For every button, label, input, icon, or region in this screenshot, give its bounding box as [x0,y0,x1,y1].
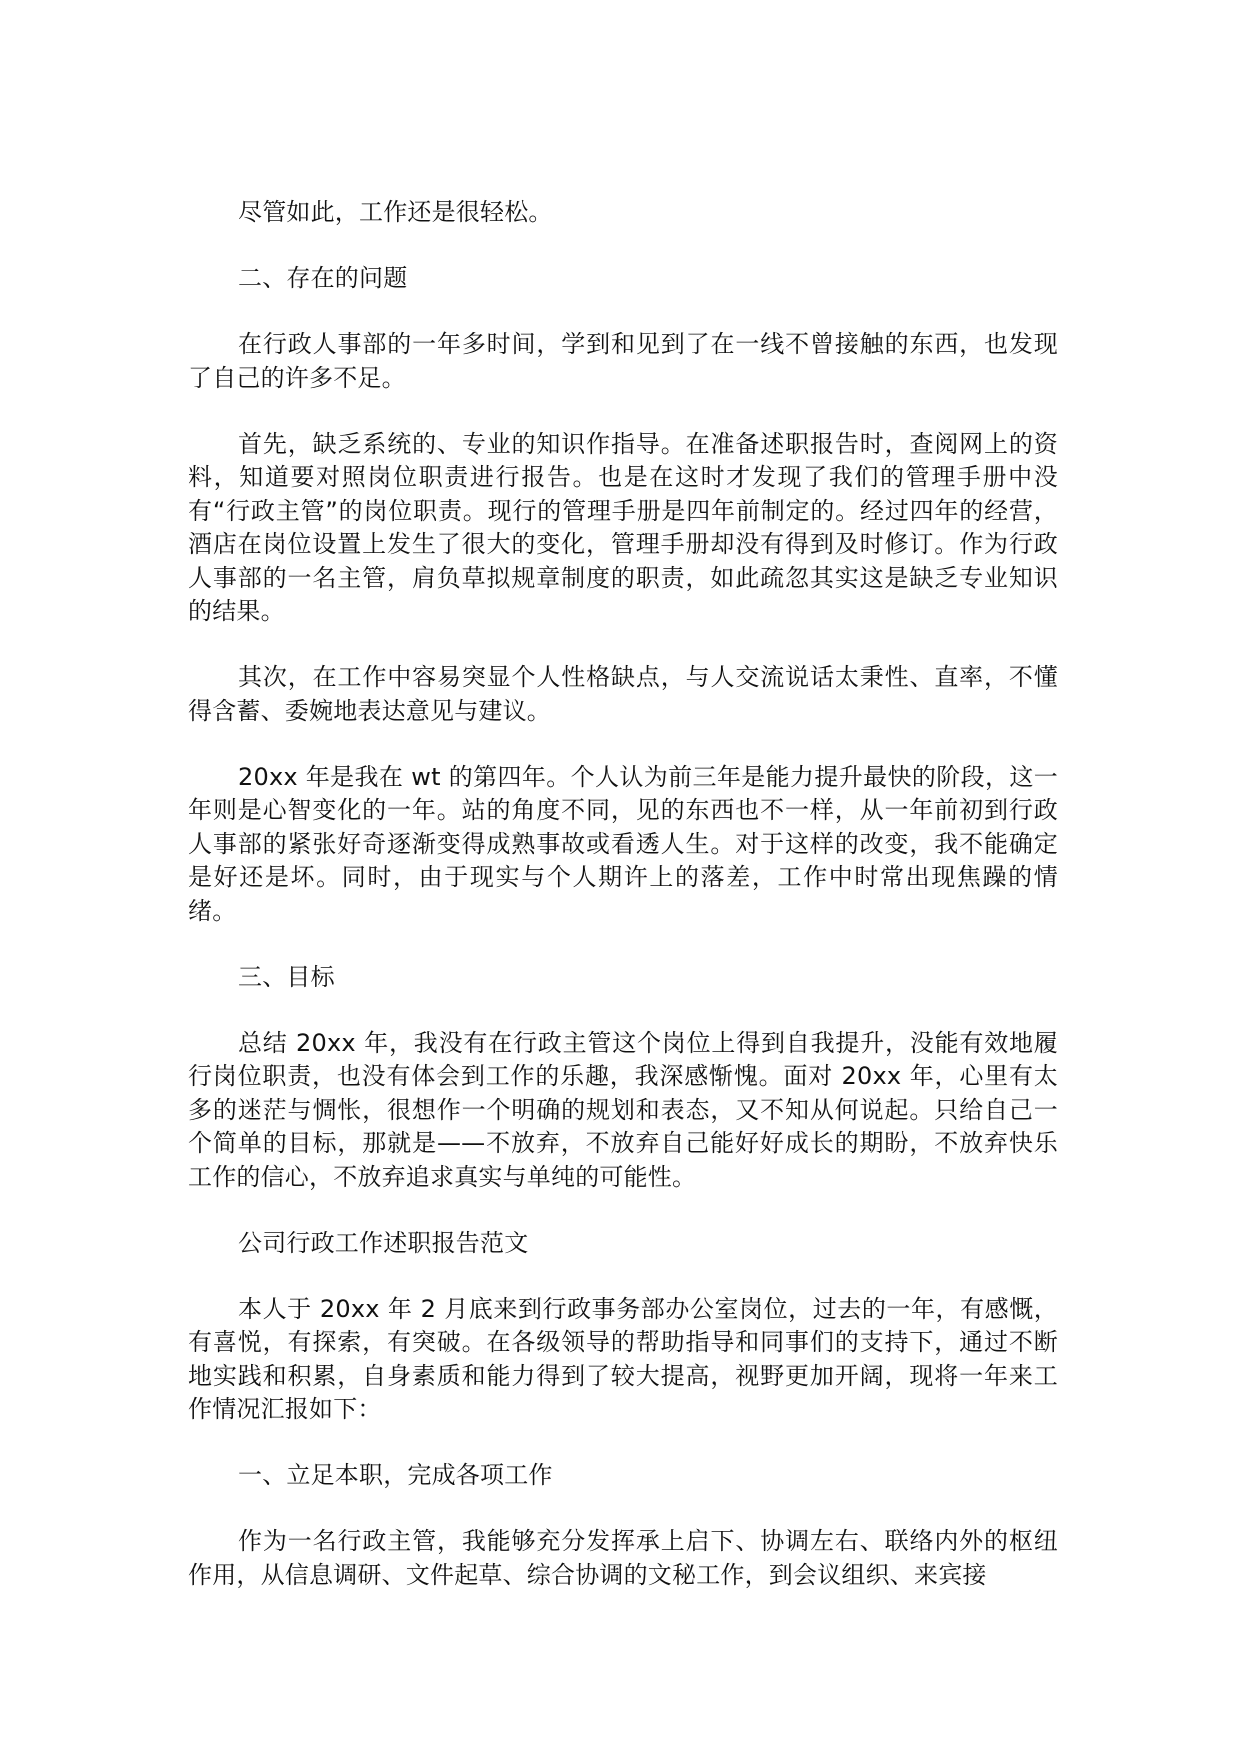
paragraph-6: 20xx 年是我在 wt 的第四年。个人认为前三年是能力提升最快的阶段，这一年则是心智变化的一年。站的角度不同，见的东西也不一样，从一年前初到行政人事部的紧张好奇逐渐变得成熟事故或看透人生。对于这样的改变，我不能确定是好还是坏。同时，由于现实与个人期许上的落差，工作中时常出现焦躁的情绪。 [188,762,1058,925]
paragraph-5: 其次，在工作中容易突显个人性格缺点，与人交流说话太秉性、直率，不懂得含蓄、委婉地表达意见与建议。 [188,663,1058,725]
document-body [188,196,1058,1625]
paragraph-3: 在行政人事部的一年多时间，学到和见到了在一线不曾接触的东西，也发现了自己的许多不足。 [188,330,1058,392]
paragraph-1: 尽管如此，工作还是很轻松。 [238,198,553,226]
paragraph-12: 作为一名行政主管，我能够充分发挥承上启下、协调左右、联络内外的枢纽作用，从信息调研、文件起草、综合协调的文秘工作，到会议组织、来宾接 [188,1527,1058,1589]
paragraph-8: 总结 20xx 年，我没有在行政主管这个岗位上得到自我提升，没能有效地履行岗位职责，也没有体会到工作的乐趣，我深感惭愧。面对 20xx 年，心里有太多的迷茫与惆怅，很想作一个明确的规划和表态，又不知从何说起。只给自己一个简单的目标，那就是——不放弃，不放弃自己能好好成长的期盼，不放弃快乐工作的信心，不放弃追求真实与单纯的可能性。 [188,1028,1058,1191]
section-heading-duties: 一、立足本职，完成各项工作 [238,1461,553,1489]
section-heading-goals: 三、目标 [238,962,335,991]
section-heading-problems: 二、存在的问题 [238,264,408,292]
paragraph-10: 本人于 20xx 年 2 月底来到行政事务部办公室岗位，过去的一年，有感慨，有喜悦，有探索，有突破。在各级领导的帮助指导和同事们的支持下，通过不断地实践和积累，自身素质和能力得到了较大提高，视野更加开阔，现将一年来工作情况汇报如下： [188,1294,1058,1423]
paragraph-4: 首先，缺乏系统的、专业的知识作指导。在准备述职报告时，查阅网上的资料，知道要对照岗位职责进行报告。也是在这时才发现了我们的管理手册中没有“行政主管”的岗位职责。现行的管理手册是四年前制定的。经过四年的经营，酒店在岗位设置上发生了很大的变化，管理手册却没有得到及时修订。作为行政人事部的一名主管，肩负草拟规章制度的职责，如此疏忽其实这是缺乏专业知识的结果。 [188,429,1058,625]
article-title: 公司行政工作述职报告范文 [238,1228,529,1257]
